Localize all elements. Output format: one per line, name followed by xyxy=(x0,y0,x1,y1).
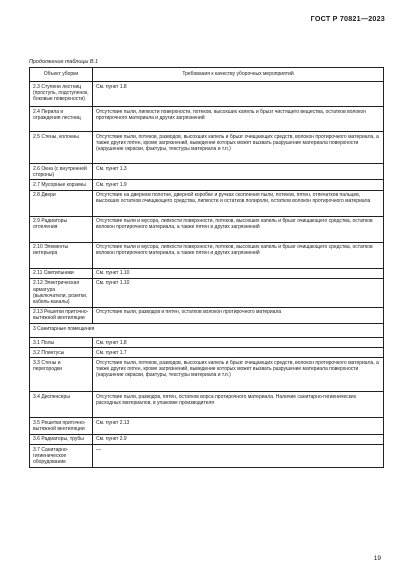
table-row xyxy=(30,216,384,242)
table-row xyxy=(30,418,384,434)
table-row xyxy=(30,358,384,392)
requirement-cell: Отсутствие на дверном полотне, дверной коробке и ручках скопления пыли, потеков, пятен, отпечатков пальцев, высохших остатков очищающего средства, липкости и остатков полироли, остатков волокон протирочного материала xyxy=(93,190,384,216)
cleaning-object-cell: 3.7 Санитарно-гигиеническое оборудование xyxy=(30,445,93,468)
requirement-cell: См. пункт 1.10 xyxy=(93,278,384,307)
requirement-cell: См. пункт 2.13 xyxy=(93,418,384,434)
section-title: 3 Санитарные помещения xyxy=(30,324,384,338)
table-header-row xyxy=(30,68,384,82)
table-row xyxy=(30,445,384,468)
requirement-cell: Отсутствие пыли и мусора, липкости поверхности, потеков, высохших капель и брызг очищающего средства, остатков волокон протирочного материала, а также пятен и других загрязнений xyxy=(93,242,384,268)
requirement-cell: См. пункт 1.8 xyxy=(93,82,384,107)
table-body xyxy=(30,82,384,468)
cleaning-object-cell: 2.13 Решетки приточно-вытяжной вентиляции xyxy=(30,307,93,323)
requirement-cell: См. пункт 1.10 xyxy=(93,268,384,278)
cleaning-object-cell: 3.5 Решетки приточно-вытяжной вентиляции xyxy=(30,418,93,434)
cleaning-object-cell: 3.4 Диспенсеры xyxy=(30,392,93,418)
cleaning-object-cell: 2.11 Светильники xyxy=(30,268,93,278)
table-row xyxy=(30,132,384,164)
requirement-cell: — xyxy=(93,445,384,468)
cleaning-object-cell: 3.1 Полы xyxy=(30,338,93,348)
cleaning-object-cell: 2.7 Мусорные корзины xyxy=(30,180,93,190)
table-row xyxy=(30,434,384,444)
page-number: 19 xyxy=(373,555,381,562)
table-row xyxy=(30,338,384,348)
requirements-table xyxy=(29,67,384,468)
requirement-cell: См. пункт 1.3 xyxy=(93,164,384,180)
cleaning-object-cell: 2.5 Стены, колонны xyxy=(30,132,93,164)
table-row xyxy=(30,107,384,132)
cleaning-object-cell: 3.3 Стены и перегородки xyxy=(30,358,93,392)
column-header-requirements: Требования к качеству уборочных мероприятий xyxy=(93,68,384,82)
cleaning-object-cell: 3.2 Плинтусы xyxy=(30,348,93,358)
table-row xyxy=(30,164,384,180)
table-continuation-caption: Продолжение таблицы В.1 xyxy=(29,59,98,65)
table-row xyxy=(30,268,384,278)
cleaning-object-cell: 2.6 Окна (с внутренней стороны) xyxy=(30,164,93,180)
table-row xyxy=(30,392,384,418)
cleaning-object-cell: 2.3 Ступени лестниц (проступь, подступенок, боковые поверхности) xyxy=(30,82,93,107)
table-row xyxy=(30,190,384,216)
table-row xyxy=(30,278,384,307)
requirement-cell: Отсутствие пыли, потеков, разводов, высохших капель и брызг очищающих средств, волокон протирочного материала, а также других пятен, кроме загрязнений, выведение которых может вызвать разрушение материала поверхности (нарушение окраски, фактуры, текстуры материала и т.п.) xyxy=(93,358,384,392)
requirement-cell: Отсутствие пыли и мусора, липкости поверхности, потеков, высохших капель и брызг очищающего средства, остатков волокон протирочного материала, а также пятен и других загрязнений xyxy=(93,216,384,242)
cleaning-object-cell: 2.9 Радиаторы отопления xyxy=(30,216,93,242)
requirement-cell: См. пункт 1.8 xyxy=(93,338,384,348)
requirement-cell: Отсутствие пыли, разводов и пятен, остатков волокон протирочного материала xyxy=(93,307,384,323)
section-row xyxy=(30,324,384,338)
requirement-cell: См. пункт 2.9 xyxy=(93,434,384,444)
table-row xyxy=(30,242,384,268)
column-header-object: Объект уборки xyxy=(30,68,93,82)
standard-number: ГОСТ Р 70821—2023 xyxy=(310,14,385,23)
cleaning-object-cell: 2.10 Элементы интерьера xyxy=(30,242,93,268)
cleaning-object-cell: 2.8 Двери xyxy=(30,190,93,216)
table-row xyxy=(30,307,384,323)
table-row xyxy=(30,180,384,190)
requirement-cell: Отсутствие пыли, разводов, пятен, остатков ворса протирочного материала. Наличие санитарно-гигиенических расходных материалов, в упаковке производителя xyxy=(93,392,384,418)
requirement-cell: См. пункт 1.7 xyxy=(93,348,384,358)
requirement-cell: См. пункт 1.9 xyxy=(93,180,384,190)
table-row xyxy=(30,348,384,358)
requirement-cell: Отсутствие пыли, потеков, разводов, высохших капель и брызг очищающих средств, волокон протирочного материала, а также других пятен, кроме загрязнений, выведение которых может вызвать разрушение материала поверхности (нарушение окраски, фактуры, текстуры материала и т.п.) xyxy=(93,132,384,164)
requirement-cell: Отсутствие пыли, липкости поверхности, потеков, высохших капель и брызг чистящего вещества, остатков волокон протирочного материала и других загрязнений xyxy=(93,107,384,132)
table-row xyxy=(30,82,384,107)
cleaning-object-cell: 2.4 Перила и ограждения лестниц xyxy=(30,107,93,132)
cleaning-object-cell: 3.6 Радиаторы, трубы xyxy=(30,434,93,444)
cleaning-object-cell: 2.12 Электрическая арматура (выключатели, розетки, кабель-каналы) xyxy=(30,278,93,307)
